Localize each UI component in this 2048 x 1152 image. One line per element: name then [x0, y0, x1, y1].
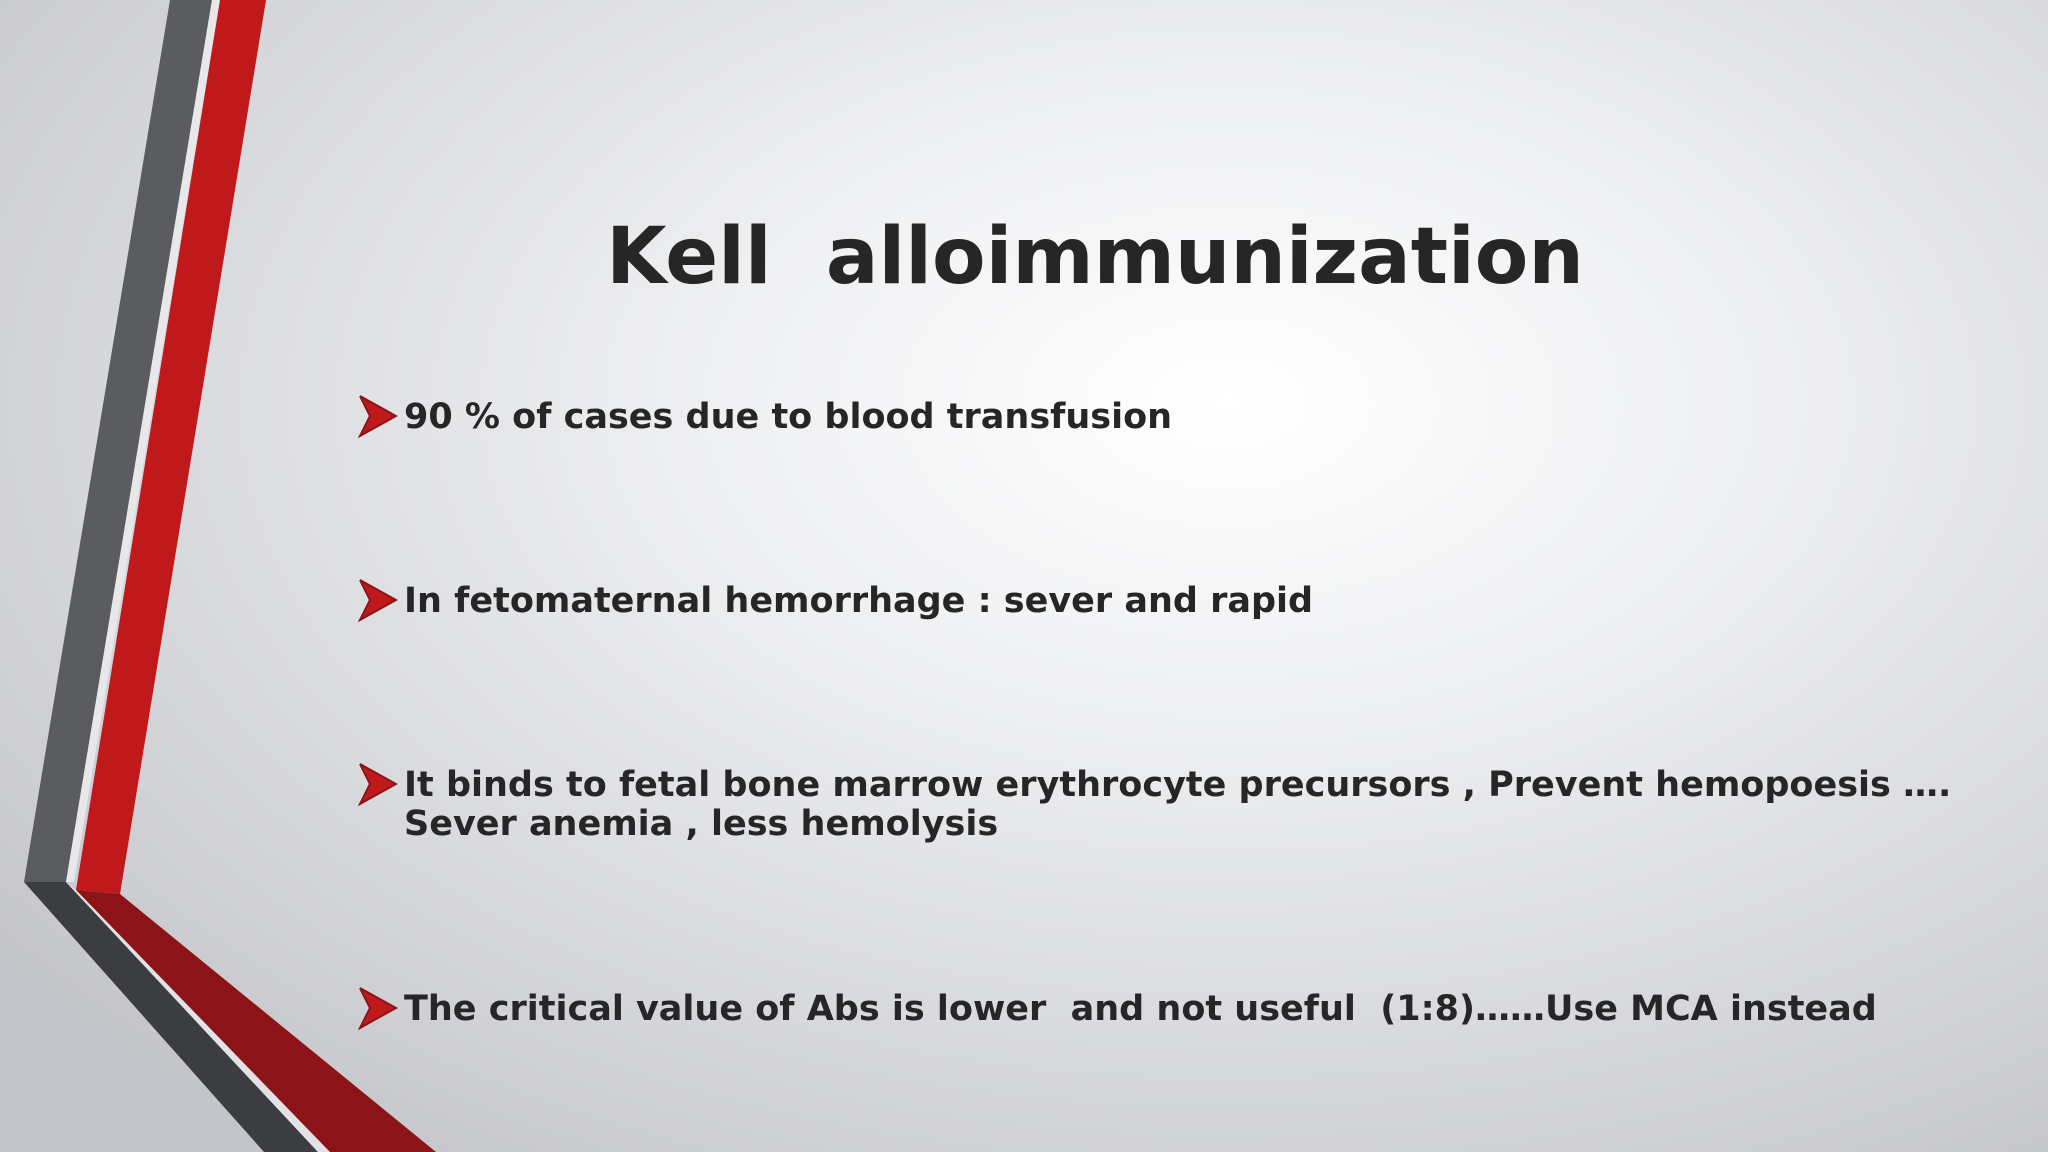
bullet-text: 90 % of cases due to blood transfusion [404, 397, 1173, 437]
bullet-text: It binds to fetal bone marrow erythrocyte precursors , Prevent hemopoesis …. Sever anemia , less hemolysis [404, 765, 1964, 844]
arrow-bullet-icon [358, 986, 398, 1030]
bullet-text: The critical value of Abs is lower and not useful (1:8)……Use MCA instead [404, 989, 1877, 1029]
bullet-item [358, 762, 1964, 844]
arrow-bullet-icon [358, 762, 398, 806]
bullet-text: In fetomaternal hemorrhage : sever and rapid [404, 581, 1314, 621]
bullet-item [358, 986, 1958, 1030]
bullet-item [358, 578, 1958, 622]
dark-diagonal-stripe [24, 882, 318, 1152]
arrow-bullet-icon [358, 394, 398, 438]
slide-title: Kell alloimmunization [606, 212, 1584, 302]
light-diagonal-separator [66, 882, 330, 1152]
bullet-item [358, 394, 1958, 438]
arrow-bullet-icon [358, 578, 398, 622]
